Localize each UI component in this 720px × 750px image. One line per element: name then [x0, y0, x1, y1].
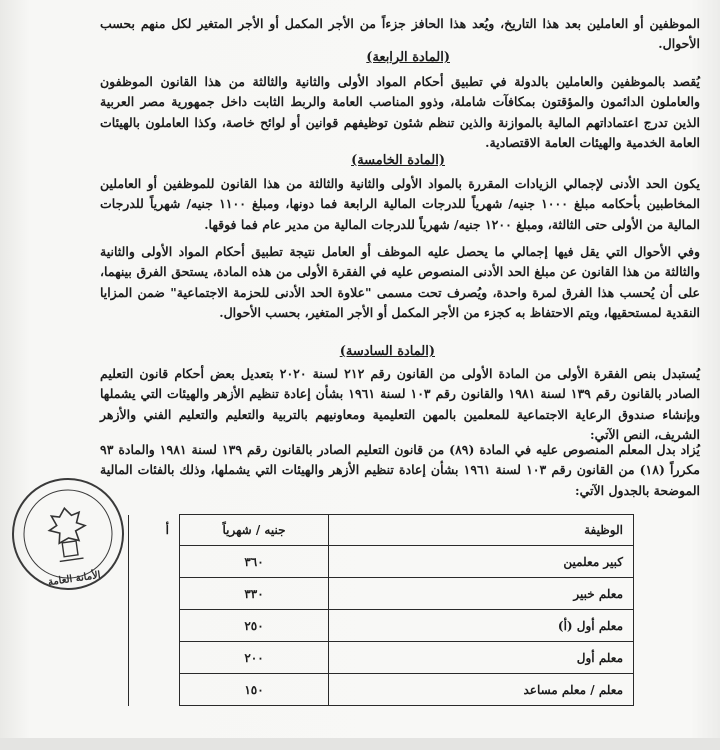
teacher-allowance-table [128, 514, 634, 706]
row-amount: ٣٦٠ [180, 546, 329, 578]
table-row [129, 610, 634, 642]
table-row [129, 642, 634, 674]
header-extra: أ [129, 515, 180, 546]
row-amount: ٢٠٠ [180, 642, 329, 674]
article-5-body-2: وفي الأحوال التي يقل فيها إجمالي ما يحصل عليه الموظف أو العامل نتيجة تطبيق أحكام المواد الأولى والثانية والثالثة من هذا القانون عن مبلغ الحد الأدنى المنصوص عليه في الفقرة الأولى من هذه المادة، يستحق الفرق بينهما، على أن يُحسب هذا الفرق لمرة واحدة، ويُصرف تحت مسمى "علاوة الحد الأدنى للحزمة الاجتماعية" ضمن المزايا النقدية لمستحقيها، ويتم الاحتفاظ به كجزء من الأجر المكمل أو الأجر المتغير، بحسب الأحوال. [100, 244, 700, 321]
article-6-body-2: يُزاد بدل المعلم المنصوص عليه في المادة (٨٩) من قانون التعليم الصادر بالقانون رقم ١٣٩ لسنة ١٩٨١ والمادة ٩٣ مكرراً (١٨) من القانون رقم ١٠٣ لسنة ١٩٦١ بشأن إعادة تنظيم الأزهر والهيئات التي يشملها، وذلك بالفئات المالية الموضحة بالجدول الآتي: [100, 442, 701, 498]
stamp-text: الأمانة العامة [47, 569, 102, 589]
row-amount: ٣٣٠ [180, 578, 329, 610]
article-4-heading: (المادة الرابعة) [366, 50, 450, 65]
article-6-body: يُستبدل بنص الفقرة الأولى من المادة الأولى من القانون رقم ٢١٢ لسنة ٢٠٢٠ بتعديل بعض أحكام قانون التعليم الصادر بالقانون رقم ١٣٩ لسنة ١٩٨١ والقانون رقم ١٠٣ لسنة ١٩٦١ بشأن إعادة تنظيم الأزهر والهيئات التي يشملها وبإنشاء صندوق الرعاية الاجتماعية للمعلمين بالمهن التعليمية ومعاونيهم بالتربية والتعليم والتعليم الفني والأزهر الشريف، النص الآتي: [100, 366, 701, 443]
row-job: معلم أول [329, 642, 634, 674]
row-job: معلم / معلم مساعد [329, 674, 634, 706]
article-4-body: يُقصد بالموظفين والعاملين بالدولة في تطبيق أحكام المواد الأولى والثانية والثالثة من هذا القانون الموظفون والعاملون الدائمون والمؤقتون بمكافآت شاملة، وذوو المناصب العامة والربط الثابت داخل جمهورية مصر العربية الذين تدرج اعتماداتهم المالية بالموازنة والذين تنظم شئون توظيفهم قوانين أو لوائح خاصة، وكذا العاملون بالهيئات العامة الخدمية والهيئات العامة الاقتصادية. [100, 74, 700, 151]
article-6-heading: (المادة السادسة) [339, 344, 435, 359]
table-row [129, 674, 634, 706]
header-job: الوظيفة [329, 515, 634, 546]
header-amount: جنيه / شهرياً [180, 515, 329, 546]
page-bottom-edge [0, 738, 720, 750]
official-stamp [5, 471, 131, 597]
row-job: معلم أول (أ) [329, 610, 634, 642]
row-amount: ١٥٠ [180, 674, 329, 706]
article-5-body: يكون الحد الأدنى لإجمالي الزيادات المقررة بالمواد الأولى والثانية والثالثة من هذا القانون للموظفين أو العاملين المخاطبين بأحكامه مبلغ ١٠٠٠ جنيه/ شهرياً للدرجات المالية الرابعة فما دونها، ومبلغ ١١٠٠ جنيه/ شهرياً للدرجات المالية من الأولى حتى الثالثة، ومبلغ ١٢٠٠ جنيه/ شهرياً للدرجات المالية من مدير عام فما فوقها. [100, 176, 700, 232]
article-5-heading: (المادة الخامسة) [351, 153, 445, 168]
row-amount: ٢٥٠ [180, 610, 329, 642]
row-job: كبير معلمين [329, 546, 634, 578]
intro-paragraph: الموظفين أو العاملين بعد هذا التاريخ، ويُعد هذا الحافز جزءاً من الأجر المكمل أو الأجر المتغير لكل منهم بحسب الأحوال. [100, 16, 700, 52]
table-row [129, 546, 634, 578]
table-header-row [129, 515, 634, 546]
row-job: معلم خبير [329, 578, 634, 610]
table-row [129, 578, 634, 610]
